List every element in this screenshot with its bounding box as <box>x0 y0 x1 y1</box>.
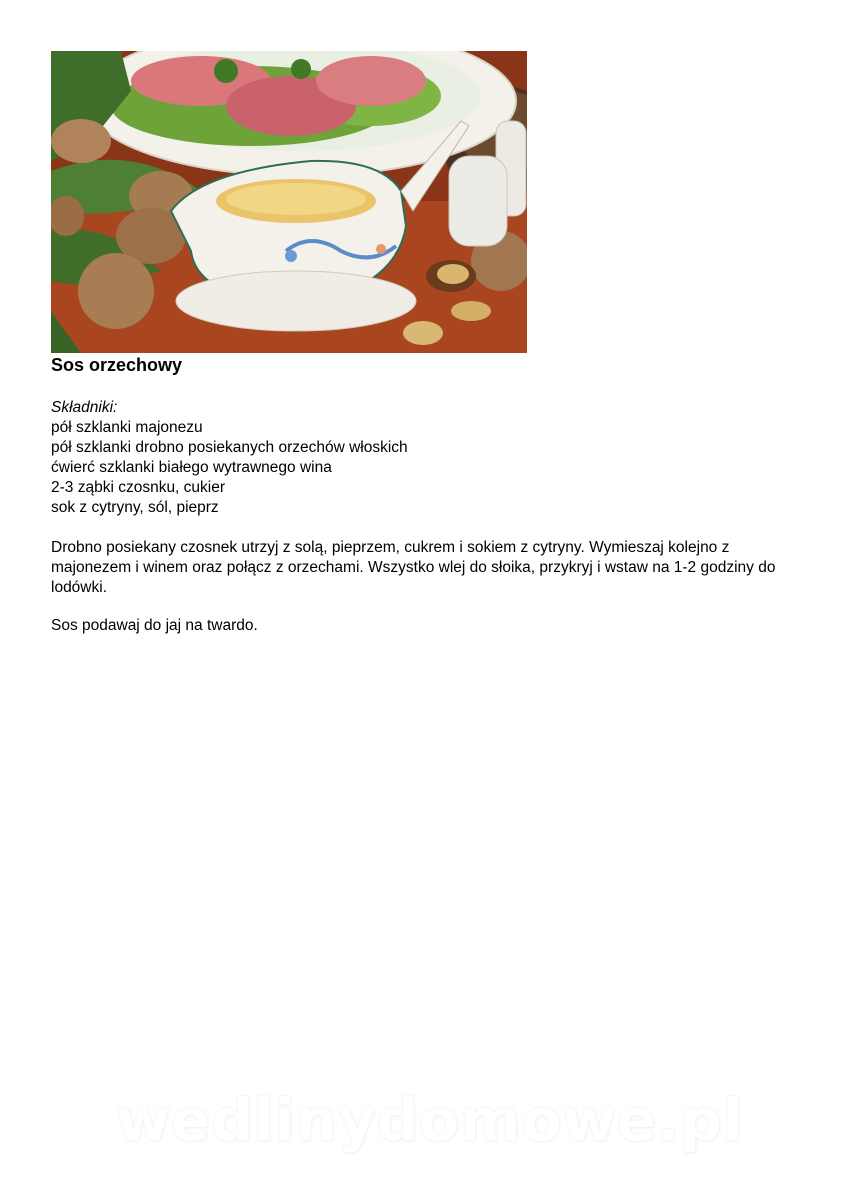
ingredient-item: pół szklanki majonezu <box>51 419 203 436</box>
ingredient-item: ćwierć szklanki białego wytrawnego wina <box>51 459 332 476</box>
site-watermark: wedlinydomowe.pl <box>116 1086 744 1154</box>
walnut-sauce-illustration <box>51 51 527 353</box>
serving-note: Sos podawaj do jaj na twardo. <box>51 617 258 634</box>
recipe-photo <box>51 51 527 353</box>
ingredient-item: 2-3 ząbki czosnku, cukier <box>51 479 226 496</box>
ingredients-section <box>51 398 408 518</box>
ingredient-item: sok z cytryny, sól, pieprz <box>51 499 219 516</box>
ingredient-item: pół szklanki drobno posiekanych orzechów włoskich <box>51 439 408 456</box>
instructions-paragraph: Drobno posiekany czosnek utrzyj z solą, pieprzem, cukrem i sokiem z cytryny. Wymieszaj kolejno z majonezem i winem oraz połącz z orzechami. Wszystko wlej do słoika, przykryj i wstaw na 1-2 godziny do lodówki. <box>51 539 776 596</box>
ingredients-label: Składniki: <box>51 399 118 416</box>
recipe-title: Sos orzechowy <box>51 355 183 375</box>
